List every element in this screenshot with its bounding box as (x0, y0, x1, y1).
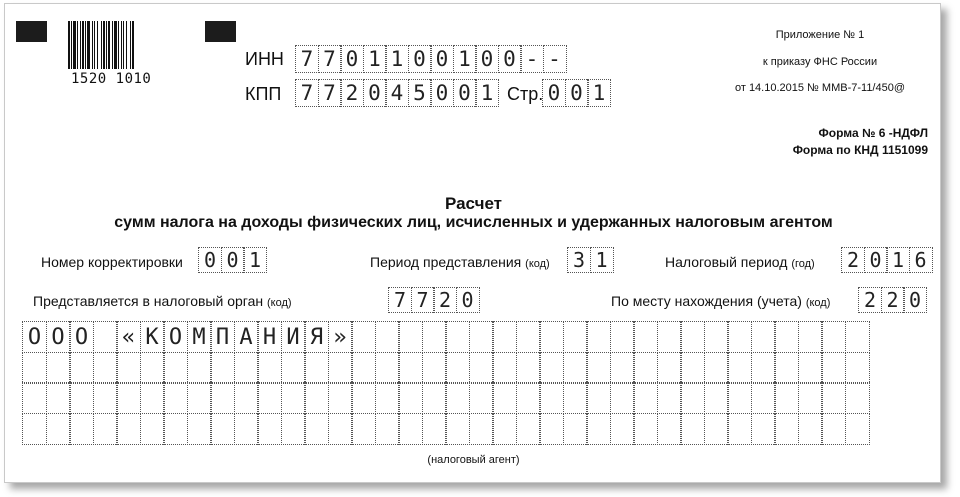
form-cell[interactable] (680, 413, 705, 445)
form-cell[interactable] (492, 321, 517, 353)
form-cell[interactable] (234, 382, 259, 414)
form-cell[interactable] (69, 382, 94, 414)
tax-period-text: Налоговый период (665, 254, 788, 270)
form-subtitle: сумм налога на доходы физических лиц, исчисленных и удержанных налоговым агентом (114, 214, 833, 231)
form-cell[interactable] (492, 352, 517, 384)
form-cell[interactable] (563, 413, 588, 445)
form-cell[interactable]: 7 (318, 45, 342, 73)
form-cell[interactable] (727, 352, 752, 384)
form-cell[interactable] (657, 413, 682, 445)
tax-agent-name-grid[interactable] (22, 321, 868, 443)
form-cell[interactable]: 1 (385, 45, 409, 73)
form-cell[interactable] (140, 352, 165, 384)
form-cell[interactable] (610, 382, 635, 414)
form-cell[interactable] (445, 321, 470, 353)
tax-period-code: (год) (791, 258, 815, 270)
form-cell[interactable] (586, 413, 611, 445)
form-cell[interactable] (610, 352, 635, 384)
form-cell[interactable]: 0 (542, 79, 566, 107)
form-cell[interactable] (445, 352, 470, 384)
form-cell[interactable]: О (69, 321, 94, 353)
page-label: Стр. (507, 84, 544, 104)
inn-label: ИНН (245, 49, 284, 69)
form-cell[interactable] (704, 352, 729, 384)
kpp-cells[interactable] (295, 79, 498, 107)
form-knd: Форма по КНД 1151099 (792, 143, 928, 157)
form-cell[interactable] (845, 321, 870, 353)
form-cell[interactable] (516, 382, 541, 414)
registration-marker-right (205, 21, 236, 42)
form-cell[interactable]: О (22, 321, 47, 353)
form-cell[interactable]: 2 (858, 287, 882, 313)
form-cell[interactable]: 6 (909, 247, 933, 273)
form-cell[interactable] (281, 413, 306, 445)
form-cell[interactable] (845, 382, 870, 414)
form-cell[interactable] (469, 382, 494, 414)
form-cell[interactable] (46, 352, 71, 384)
form-cell[interactable]: 7 (318, 79, 342, 107)
form-cell[interactable] (633, 352, 658, 384)
form-cell[interactable] (586, 352, 611, 384)
form-cell[interactable] (257, 382, 282, 414)
form-cell[interactable] (633, 382, 658, 414)
form-cell[interactable] (539, 382, 564, 414)
form-cell[interactable] (445, 382, 470, 414)
form-cell[interactable] (586, 321, 611, 353)
location-label (611, 293, 830, 309)
form-cell[interactable] (586, 382, 611, 414)
form-cell[interactable] (328, 382, 353, 414)
form-cell[interactable] (140, 413, 165, 445)
form-cell[interactable]: 1 (453, 45, 477, 73)
form-cell[interactable]: 0 (340, 45, 364, 73)
form-cell[interactable] (774, 413, 799, 445)
form-cell[interactable]: 0 (363, 79, 387, 107)
form-cell[interactable] (821, 413, 846, 445)
form-cell[interactable] (398, 413, 423, 445)
form-cell[interactable] (492, 413, 517, 445)
form-cell[interactable] (422, 413, 447, 445)
form-cell[interactable]: 1 (590, 247, 614, 273)
tax-authority-cells[interactable] (388, 287, 478, 313)
form-cell[interactable] (657, 352, 682, 384)
form-cell[interactable] (22, 382, 47, 414)
form-cell[interactable] (351, 382, 376, 414)
form-cell[interactable] (351, 413, 376, 445)
form-cell[interactable] (46, 413, 71, 445)
form-cell[interactable] (492, 382, 517, 414)
form-cell[interactable] (539, 413, 564, 445)
form-cell[interactable] (328, 413, 353, 445)
form-cell[interactable] (328, 352, 353, 384)
form-cell[interactable] (281, 382, 306, 414)
form-cell[interactable] (610, 321, 635, 353)
form-cell[interactable] (422, 352, 447, 384)
form-cell[interactable]: П (210, 321, 235, 353)
inn-cells[interactable] (295, 45, 565, 73)
form-title: Расчет (444, 194, 502, 213)
form-cell[interactable] (445, 413, 470, 445)
form-cell[interactable] (798, 382, 823, 414)
barcode-digits: 1520 1010 (71, 71, 152, 87)
form-cell[interactable]: 0 (430, 45, 454, 73)
form-cell[interactable] (774, 382, 799, 414)
form-cell[interactable] (116, 413, 141, 445)
form-cell[interactable]: О (163, 321, 188, 353)
form-cell[interactable]: - (543, 45, 567, 73)
form-cell[interactable] (210, 413, 235, 445)
form-cell[interactable] (469, 321, 494, 353)
form-cell[interactable]: 0 (198, 247, 222, 273)
form-cell[interactable]: И (281, 321, 306, 353)
form-cell[interactable] (234, 413, 259, 445)
form-cell[interactable]: К (140, 321, 165, 353)
appendix-line-1: Приложение № 1 (775, 29, 865, 41)
form-cell[interactable] (821, 321, 846, 353)
form-cell[interactable] (657, 321, 682, 353)
form-cell[interactable] (398, 382, 423, 414)
form-cell[interactable] (633, 321, 658, 353)
form-cell[interactable]: 0 (565, 79, 589, 107)
form-cell[interactable]: 0 (453, 79, 477, 107)
form-cell[interactable] (657, 382, 682, 414)
form-cell[interactable]: 0 (456, 287, 480, 313)
form-cell[interactable] (821, 352, 846, 384)
form-cell[interactable] (116, 352, 141, 384)
form-cell[interactable] (93, 321, 118, 353)
form-cell[interactable]: « (116, 321, 141, 353)
form-cell[interactable]: 7 (295, 45, 319, 73)
barcode (68, 21, 180, 69)
form-cell[interactable]: 2 (433, 287, 457, 313)
form-cell[interactable] (22, 413, 47, 445)
form-cell[interactable] (398, 352, 423, 384)
form-cell[interactable] (257, 413, 282, 445)
form-cell[interactable] (845, 413, 870, 445)
form-cell[interactable] (22, 352, 47, 384)
period-submission-code: (код) (525, 258, 550, 270)
form-cell[interactable] (563, 382, 588, 414)
form-cell[interactable]: 5 (408, 79, 432, 107)
form-cell[interactable] (751, 321, 776, 353)
appendix-line-3: от 14.10.2015 № ММВ-7-11/450@ (734, 82, 906, 94)
form-cell[interactable] (821, 382, 846, 414)
form-cell[interactable]: Н (257, 321, 282, 353)
form-cell[interactable] (375, 321, 400, 353)
tax-authority-code: (код) (266, 297, 292, 309)
tax-form-sheet (4, 3, 941, 483)
form-cell[interactable] (610, 413, 635, 445)
registration-marker-left (16, 21, 47, 42)
tax-agent-row (22, 382, 868, 414)
form-cell[interactable] (680, 382, 705, 414)
form-cell[interactable] (516, 352, 541, 384)
form-cell[interactable] (69, 413, 94, 445)
form-cell[interactable] (210, 382, 235, 414)
tax-period-cells[interactable] (841, 247, 931, 273)
form-cell[interactable] (257, 352, 282, 384)
tax-period-label (665, 254, 815, 270)
location-code: (код) (805, 297, 831, 309)
form-cell[interactable] (140, 382, 165, 414)
form-cell[interactable] (704, 382, 729, 414)
tax-agent-row (22, 321, 868, 353)
period-submission-text: Период представления (370, 254, 522, 270)
form-cell[interactable]: 2 (841, 247, 865, 273)
form-cell[interactable]: 0 (864, 247, 888, 273)
form-cell[interactable]: » (328, 321, 353, 353)
tax-agent-caption: (налоговый агент) (427, 454, 520, 466)
correction-cells[interactable] (198, 247, 266, 273)
form-cell[interactable] (351, 321, 376, 353)
form-cell[interactable] (516, 321, 541, 353)
form-cell[interactable] (539, 352, 564, 384)
form-cell[interactable] (93, 382, 118, 414)
form-cell[interactable] (398, 321, 423, 353)
form-cell[interactable] (516, 413, 541, 445)
appendix-line-2: к приказу ФНС России (762, 56, 878, 68)
form-cell[interactable]: - (520, 45, 544, 73)
form-cell[interactable] (422, 321, 447, 353)
form-cell[interactable] (469, 352, 494, 384)
form-cell[interactable] (704, 321, 729, 353)
form-cell[interactable] (751, 413, 776, 445)
form-cell[interactable] (304, 382, 329, 414)
form-cell[interactable] (46, 382, 71, 414)
form-cell[interactable] (375, 352, 400, 384)
form-cell[interactable] (210, 352, 235, 384)
form-cell[interactable]: 1 (243, 247, 267, 273)
form-cell[interactable]: 1 (475, 79, 499, 107)
form-cell[interactable] (116, 382, 141, 414)
form-cell[interactable] (163, 382, 188, 414)
location-text: По месту нахождения (учета) (611, 293, 802, 309)
form-cell[interactable] (680, 352, 705, 384)
form-cell[interactable] (469, 413, 494, 445)
tax-agent-row (22, 352, 868, 384)
form-cell[interactable] (539, 321, 564, 353)
form-cell[interactable]: Я (304, 321, 329, 353)
form-cell[interactable]: 3 (567, 247, 591, 273)
form-cell[interactable] (727, 382, 752, 414)
form-cell[interactable]: 0 (430, 79, 454, 107)
form-cell[interactable] (751, 382, 776, 414)
form-cell[interactable] (845, 352, 870, 384)
form-cell[interactable]: А (234, 321, 259, 353)
form-cell[interactable]: 0 (221, 247, 245, 273)
period-submission-cells[interactable] (567, 247, 612, 273)
location-cells[interactable] (858, 287, 926, 313)
period-submission-label (370, 254, 550, 270)
tax-authority-text: Представляется в налоговый орган (33, 293, 264, 309)
form-cell[interactable] (375, 413, 400, 445)
form-cell[interactable] (704, 413, 729, 445)
form-cell[interactable] (798, 413, 823, 445)
form-cell[interactable]: 4 (385, 79, 409, 107)
form-cell[interactable] (422, 382, 447, 414)
form-cell[interactable] (69, 352, 94, 384)
form-cell[interactable] (563, 321, 588, 353)
form-cell[interactable]: О (46, 321, 71, 353)
form-cell[interactable] (93, 413, 118, 445)
form-cell[interactable]: 2 (881, 287, 905, 313)
tax-authority-label (33, 293, 292, 309)
form-cell[interactable] (187, 413, 212, 445)
form-cell[interactable]: 0 (475, 45, 499, 73)
form-cell[interactable]: М (187, 321, 212, 353)
form-cell[interactable] (163, 352, 188, 384)
form-cell[interactable]: 1 (363, 45, 387, 73)
form-cell[interactable]: 7 (295, 79, 319, 107)
form-cell[interactable] (187, 352, 212, 384)
form-cell[interactable] (774, 321, 799, 353)
form-cell[interactable]: 1 (886, 247, 910, 273)
form-cell[interactable] (798, 321, 823, 353)
form-cell[interactable] (163, 413, 188, 445)
correction-label: Номер корректировки (41, 254, 183, 270)
form-cell[interactable] (774, 352, 799, 384)
form-cell[interactable]: 7 (388, 287, 412, 313)
form-cell[interactable] (304, 413, 329, 445)
form-cell[interactable] (93, 352, 118, 384)
form-cell[interactable] (375, 382, 400, 414)
form-cell[interactable] (563, 352, 588, 384)
form-cell[interactable] (281, 352, 306, 384)
form-cell[interactable] (680, 321, 705, 353)
form-cell[interactable]: 0 (408, 45, 432, 73)
form-cell[interactable]: 0 (903, 287, 927, 313)
form-cell[interactable] (798, 352, 823, 384)
form-cell[interactable] (351, 352, 376, 384)
form-cell[interactable]: 0 (498, 45, 522, 73)
kpp-label: КПП (245, 84, 282, 104)
form-cell[interactable] (751, 352, 776, 384)
form-cell[interactable]: 2 (340, 79, 364, 107)
tax-agent-row (22, 413, 868, 445)
form-cell[interactable] (727, 413, 752, 445)
form-cell[interactable] (234, 352, 259, 384)
form-cell[interactable]: 7 (411, 287, 435, 313)
form-cell[interactable] (304, 352, 329, 384)
form-cell[interactable]: 1 (587, 79, 611, 107)
form-name: Форма № 6 -НДФЛ (818, 126, 928, 140)
form-cell[interactable] (727, 321, 752, 353)
form-cell[interactable] (187, 382, 212, 414)
form-cell[interactable] (633, 413, 658, 445)
page-number-cells[interactable] (542, 79, 610, 107)
